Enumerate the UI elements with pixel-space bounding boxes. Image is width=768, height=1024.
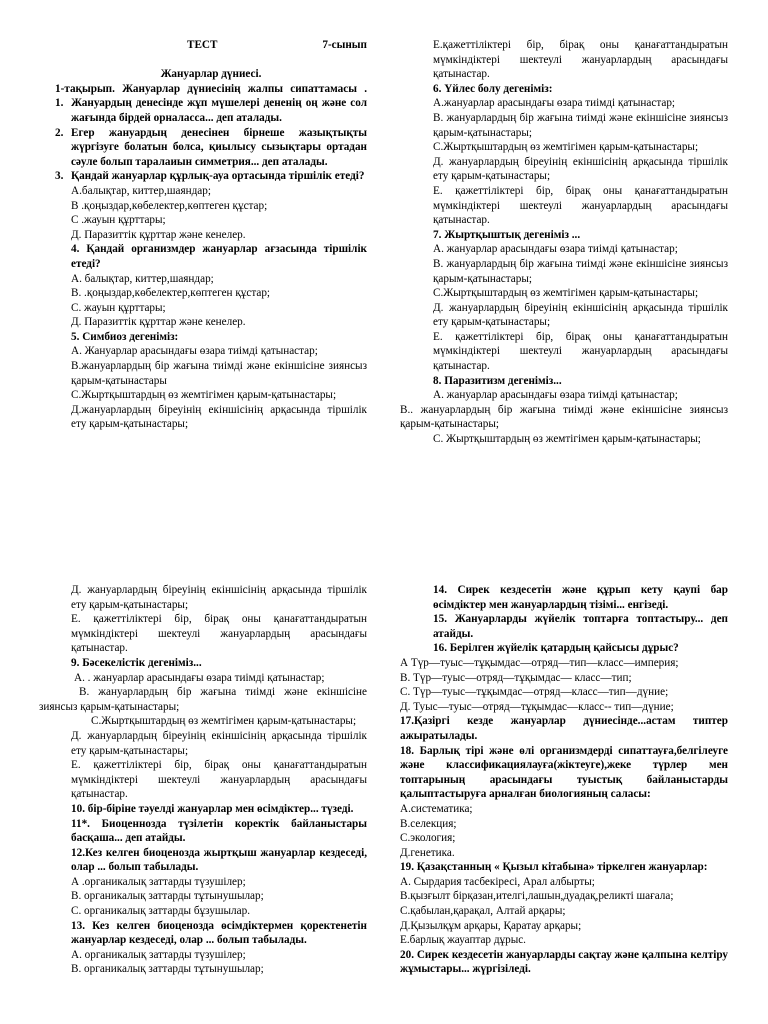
question-15: 15. Жануарларды жүйелік топтарға топтастыру... деп атайды. bbox=[433, 613, 728, 640]
question-12: 12.Кез келген биоценозда жыртқыш жануарлар кездеседі, олар ... болып табылады. bbox=[71, 846, 367, 874]
option-d: Д.жануарлардың біреуінің екіншісінің арқасында тіршілік ету қарым-қатынастары; bbox=[71, 403, 367, 431]
question-13: 13. Кез келген биоценозда өсімдіктермен қоректенетін жануарлар кездеседі, олар ... болып табылады. bbox=[71, 919, 367, 947]
option-c: С. Түр—туыс—тұқымдас—отряд—класс—тип—дүние; bbox=[400, 686, 669, 699]
question-1: 1. Жануардың денесінде жұп мүшелері дененің оң және сол жағында бірдей орналасса... деп аталады. bbox=[55, 97, 367, 124]
question-10: 10. бір-біріне тәуелді жануарлар мен өсімдіктер... түзеді. bbox=[71, 802, 354, 815]
question-6: 6. Үйлес болу дегеніміз: bbox=[433, 82, 553, 95]
option-a: А .органикалық заттарды түзушілер; bbox=[71, 875, 246, 888]
option-e: Е. қажеттіліктері бір, бірақ оны қанағаттандыратын мүмкіндіктері шектеулі жануарлардың арасындағы қатынастар. bbox=[433, 184, 728, 227]
document-title: Жануарлар дүниесі. bbox=[160, 68, 262, 81]
option-c: С.Жыртқыштардың өз жемтігімен қарым-қатынастары; bbox=[433, 141, 699, 154]
option-a: А. органикалық заттарды түзушілер; bbox=[71, 948, 246, 961]
option-d: Д. Туыс—туыс—отряд—тұқымдас—класс-- тип—дүние; bbox=[400, 700, 674, 713]
option-c: С.экология; bbox=[400, 832, 456, 845]
option-d: Д. жануарлардың біреуінің екіншісінің арқасында тіршілік ету қарым-қатынастары; bbox=[71, 584, 367, 611]
question-8: 8. Паразитизм дегеніміз... bbox=[433, 374, 562, 387]
question-3: 3. Қандай жануарлар құрлық-ауа ортасында тіршілік етеді? bbox=[55, 170, 365, 183]
option-d: Д. Паразиттік құрттар және кенелер. bbox=[71, 228, 246, 241]
option-e: Е. қажеттіліктері бір, бірақ оны қанағаттандыратын мүмкіндіктері шектеулі жануарлардың арасындағы қатынастар. bbox=[433, 330, 728, 373]
option-d: Д. жануарлардың біреуінің екіншісінің арқасында тіршілік ету қарым-қатынастары; bbox=[433, 301, 728, 329]
grade-label: 7-сынып bbox=[322, 39, 367, 51]
option-b: В .қоңыздар,көбелектер,көптеген құстар; bbox=[71, 199, 268, 212]
option-a: А.балықтар, киттер,шаяндар; bbox=[71, 184, 211, 197]
option-b: В. .қоңыздар,көбелектер,көптеген құстар; bbox=[71, 287, 271, 300]
question-2: 2. Егер жануардың денесінен бірнеше жазықтықты жүргізуге болатын болса, қиылысу сызықтары ортадан сәуле болып таралаиын симметрия... деп аталады. bbox=[55, 126, 367, 168]
option-d: Д. Паразиттік құрттар және кенелер. bbox=[71, 316, 246, 329]
option-a: А.систематика; bbox=[400, 802, 473, 815]
option-d: Д.Қызылқұм арқары, Қаратау арқары; bbox=[400, 919, 582, 932]
option-e: Е.қажеттіліктері бір, бірақ оны қанағаттандыратын мүмкіндіктері шектеулі жануарлардың арасындағы қатынастар. bbox=[433, 39, 728, 81]
question-16: 16. Берілген жүйелік қатардың қайсысы дұрыс? bbox=[433, 642, 679, 655]
option-b: В.селекция; bbox=[400, 817, 457, 830]
option-b: В.қызғылт бірқазан,ителгі,лашын,дуадақ,реликті шағала; bbox=[400, 890, 674, 903]
option-a: А. балықтар, киттер,шаяндар; bbox=[71, 272, 214, 285]
question-19: 19. Қазақстанның « Қызыл кітабына» тіркелген жануарлар: bbox=[400, 861, 708, 874]
option-a: А. Сырдария тасбекіресі, Арал албырты; bbox=[400, 875, 595, 888]
option-b: В. органикалық заттарды тұтынушылар; bbox=[71, 963, 264, 976]
option-b: В.. жануарлардың бір жағына тиімді және екіншісіне зиянсыз қарым-қатынастары; bbox=[400, 403, 728, 431]
option-a: А. жануарлар арасындағы өзара тиімді қатынастар; bbox=[433, 243, 678, 256]
question-14: 14. Сирек кездесетін және құрып кету қаупі бар өсімдіктер мен жануарлардың тізімі... енгізеді. bbox=[433, 584, 728, 611]
option-c: С.Жыртқыштардың өз жемтігімен қарым-қатынастары; bbox=[91, 715, 357, 728]
question-20: 20. Сирек кездесетін жануарларды сақтау және қалпына келтіру жұмыстары... жүргізіледі. bbox=[400, 948, 728, 976]
option-b: В. жануарлардың бір жағына тиімді және екіншісіне зиянсыз қарым-қатынастары; bbox=[433, 111, 728, 139]
option-c: С .жауын құрттары; bbox=[71, 214, 166, 227]
option-c: С.Жыртқыштардың өз жемтігімен қарым-қатынастары; bbox=[71, 389, 337, 402]
option-a: А. Жануарлар арасындағы өзара тиімді қатынастар; bbox=[71, 345, 318, 358]
option-a: А Түр—туыс—тұқымдас—отряд—тип—класс—империя; bbox=[400, 656, 679, 669]
option-e: Е.барлық жауаптар дұрыс. bbox=[400, 934, 526, 947]
column-top-left bbox=[55, 38, 367, 432]
option-c: С. органикалық заттарды бұзушылар. bbox=[71, 905, 250, 918]
test-label: ТЕСТ bbox=[187, 39, 218, 51]
question-5: 5. Симбиоз дегеніміз: bbox=[71, 330, 179, 343]
column-top-right bbox=[400, 38, 728, 447]
option-c: С. Жыртқыштардың өз жемтігімен қарым-қатынастары; bbox=[433, 433, 701, 446]
question-11: 11*. Биоценнозда түзілетін коректік байланыстары басқаша... деп атайды. bbox=[71, 817, 367, 845]
option-a: А. . жануарлар арасындағы өзара тиімді қатынастар; bbox=[74, 671, 325, 684]
option-c: С.Жыртқыштардың өз жемтігімен қарым-қатынастары; bbox=[433, 287, 699, 300]
option-d: Д.генетика. bbox=[400, 846, 455, 859]
option-a: А. жануарлар арасындағы өзара тиімді қатынастар; bbox=[433, 389, 678, 402]
option-c: С. жауын құрттары; bbox=[71, 301, 166, 314]
option-e: Е. қажеттіліктері бір, бірақ оны қанағаттандыратын мүмкіндіктері шектеулі жануарлардың арасындағы қатынастар. bbox=[71, 613, 367, 655]
option-c: С.қабылан,қарақал, Алтай арқары; bbox=[400, 905, 566, 918]
option-d: Д. жануарлардың біреуінің екіншісінің арқасында тіршілік ету қарым-қатынастары; bbox=[433, 155, 728, 183]
question-7: 7. Жыртқыштық дегеніміз ... bbox=[433, 228, 581, 241]
question-17: 17.Қазіргі кезде жануарлар дүниесінде...астам типтер ажыратылады. bbox=[400, 715, 728, 742]
option-e: Е. қажеттіліктері бір, бірақ оны қанағаттандыратын мүмкіндіктері шектеулі жануарлардың арасындағы қатынастар. bbox=[71, 759, 367, 801]
question-18: 18. Барлық тірі және өлі организмдерді сипаттауға,белгілеуге және классификациялауға(жіктеуге),жеке түрлер мен топтарының арасындағы туыстық байланыстарды қалыптастыруға арналған биологияның саласы: bbox=[400, 744, 728, 801]
test-header bbox=[55, 38, 367, 53]
option-b: В.жануарлардың бір жағына тиімді және екіншісіне зиянсыз қарым-қатынастары bbox=[71, 360, 367, 387]
topic-heading: 1-тақырып. Жануарлар дүниесінің жалпы сипаттамасы . bbox=[55, 82, 367, 95]
column-bottom-right bbox=[400, 583, 728, 977]
question-9: 9. Бәсекелістік дегеніміз... bbox=[71, 656, 202, 669]
option-d: Д. жануарлардың біреуінің екіншісінің арқасында тіршілік ету қарым-қатынастары; bbox=[71, 729, 367, 757]
option-b: В. жануарлардың бір жағына тиімді және екіншісіне зиянсыз қарым-қатынастары; bbox=[433, 257, 728, 285]
option-b: В. органикалық заттарды тұтынушылар; bbox=[71, 890, 264, 903]
option-a: А.жануарлар арасындағы өзара тиімді қатынастар; bbox=[433, 97, 676, 110]
column-bottom-left bbox=[39, 583, 367, 977]
question-4: 4. Қандай организмдер жануарлар ағзасында тіршілік етеді? bbox=[71, 243, 367, 270]
option-b: В. жануарлардың бір жағына тиімді және екіншісіне зиянсыз қарым-қатынастары; bbox=[39, 686, 367, 713]
option-b: В. Түр—туыс—отряд—тұқымдас— класс—тип; bbox=[400, 671, 632, 684]
